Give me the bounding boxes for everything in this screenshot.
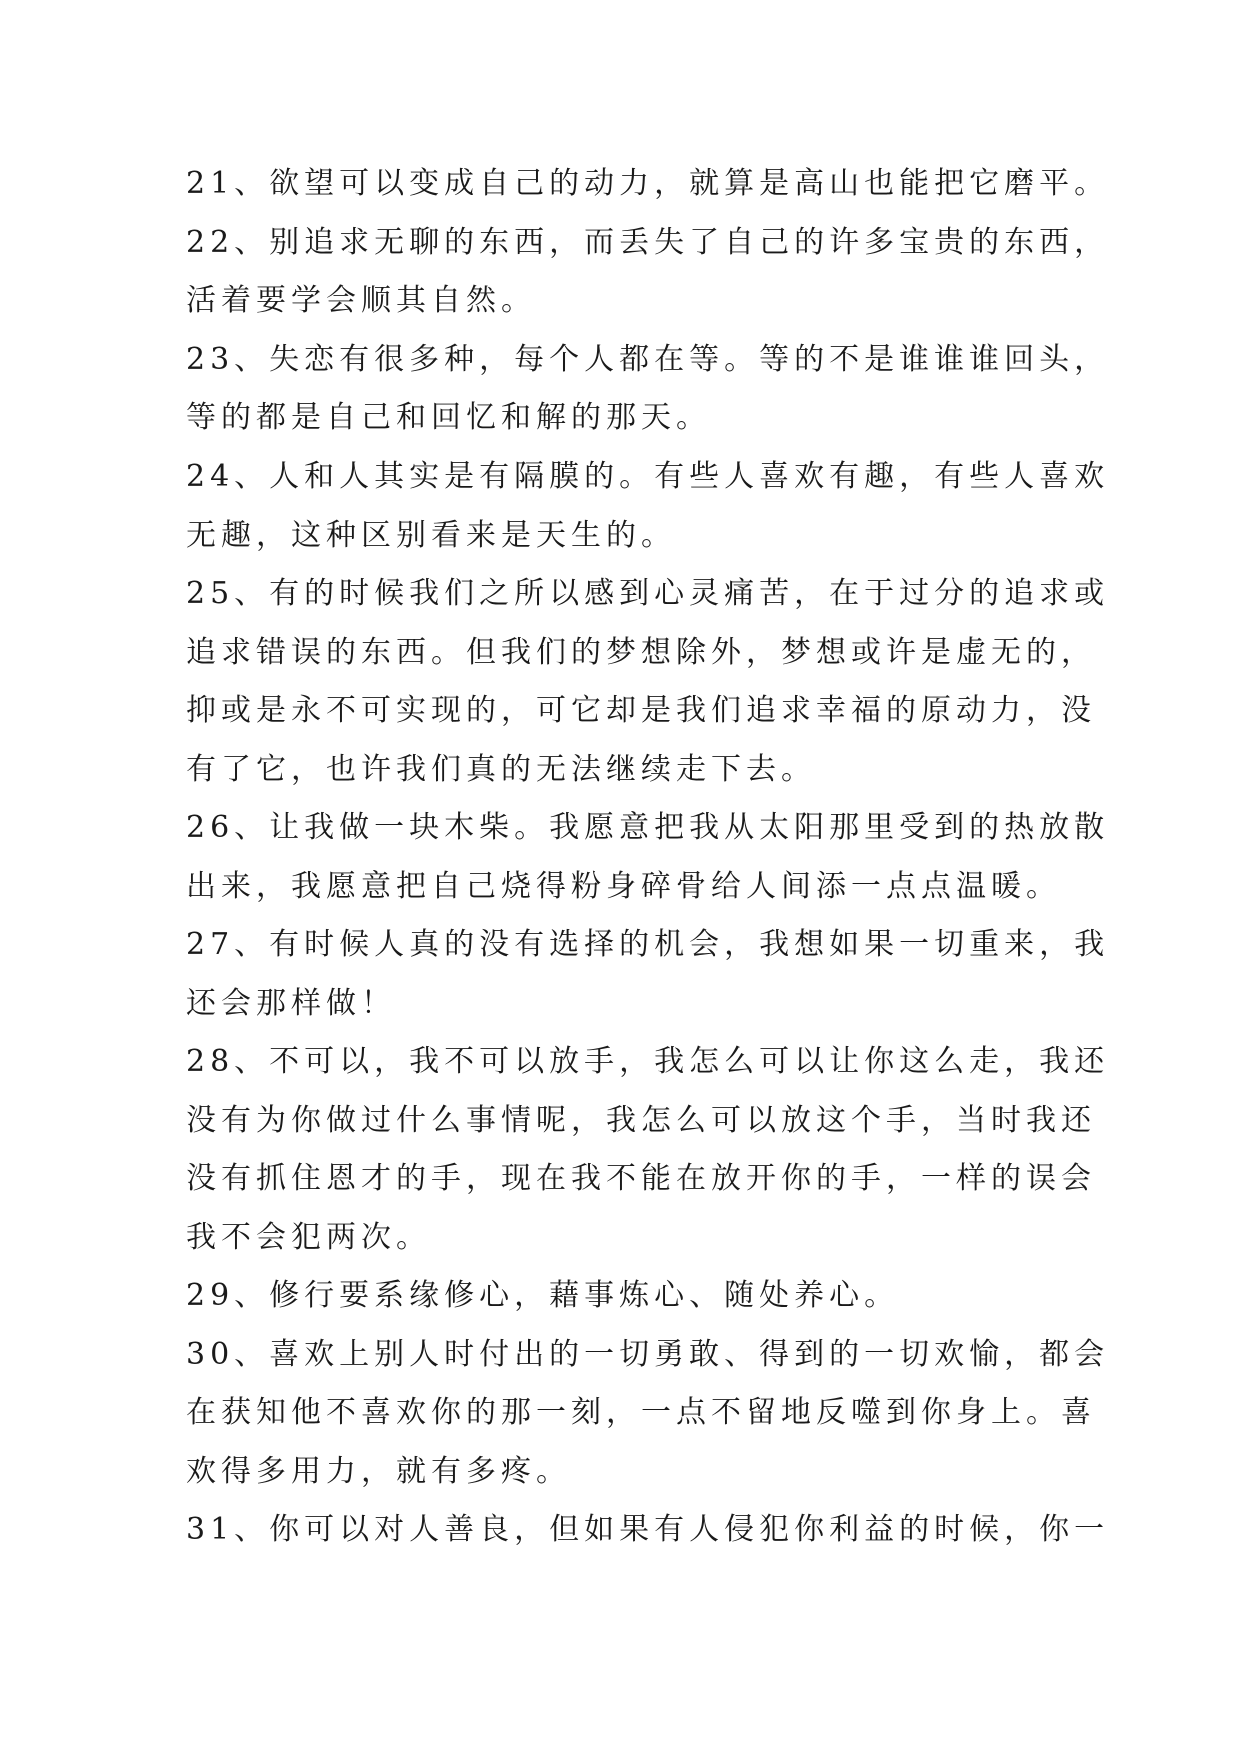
text-line: 出来，我愿意把自己烧得粉身碎骨给人间添一点点温暖。 (186, 869, 1061, 904)
text-line: 23、失恋有很多种，每个人都在等。等的不是谁谁谁回头， (186, 342, 1110, 377)
text-line: 无趣，这种区别看来是天生的。 (186, 518, 676, 553)
text-line: 欢得多用力，就有多疼。 (186, 1454, 571, 1489)
text-line: 27、有时候人真的没有选择的机会，我想如果一切重来，我 (186, 927, 1110, 962)
text-line: 24、人和人其实是有隔膜的。有些人喜欢有趣，有些人喜欢 (186, 459, 1110, 494)
text-line: 28、不可以，我不可以放手，我怎么可以让你这么走，我还 (186, 1044, 1110, 1079)
text-line: 追求错误的东西。但我们的梦想除外，梦想或许是虚无的， (186, 635, 1096, 670)
text-line: 没有抓住恩才的手，现在我不能在放开你的手，一样的误会 (186, 1161, 1096, 1196)
text-line: 活着要学会顺其自然。 (186, 283, 536, 318)
text-line: 等的都是自己和回忆和解的那天。 (186, 400, 711, 435)
text-line: 我不会犯两次。 (186, 1220, 431, 1255)
text-line: 29、修行要系缘修心，藉事炼心、随处养心。 (186, 1278, 900, 1313)
text-line: 没有为你做过什么事情呢，我怎么可以放这个手，当时我还 (186, 1103, 1096, 1138)
text-line: 25、有的时候我们之所以感到心灵痛苦，在于过分的追求或 (186, 576, 1110, 611)
text-line: 还会那样做！ (186, 986, 396, 1021)
text-line: 在获知他不喜欢你的那一刻，一点不留地反噬到你身上。喜 (186, 1395, 1096, 1430)
text-line: 26、让我做一块木柴。我愿意把我从太阳那里受到的热放散 (186, 810, 1110, 845)
text-line: 21、欲望可以变成自己的动力，就算是高山也能把它磨平。 (186, 166, 1110, 201)
text-line: 有了它，也许我们真的无法继续走下去。 (186, 752, 816, 787)
text-line: 31、你可以对人善良，但如果有人侵犯你利益的时候，你一 (186, 1512, 1110, 1547)
text-line: 抑或是永不可实现的，可它却是我们追求幸福的原动力，没 (186, 693, 1096, 728)
text-line: 30、喜欢上别人时付出的一切勇敢、得到的一切欢愉，都会 (186, 1337, 1110, 1372)
text-line: 22、别追求无聊的东西，而丢失了自己的许多宝贵的东西， (186, 225, 1110, 260)
